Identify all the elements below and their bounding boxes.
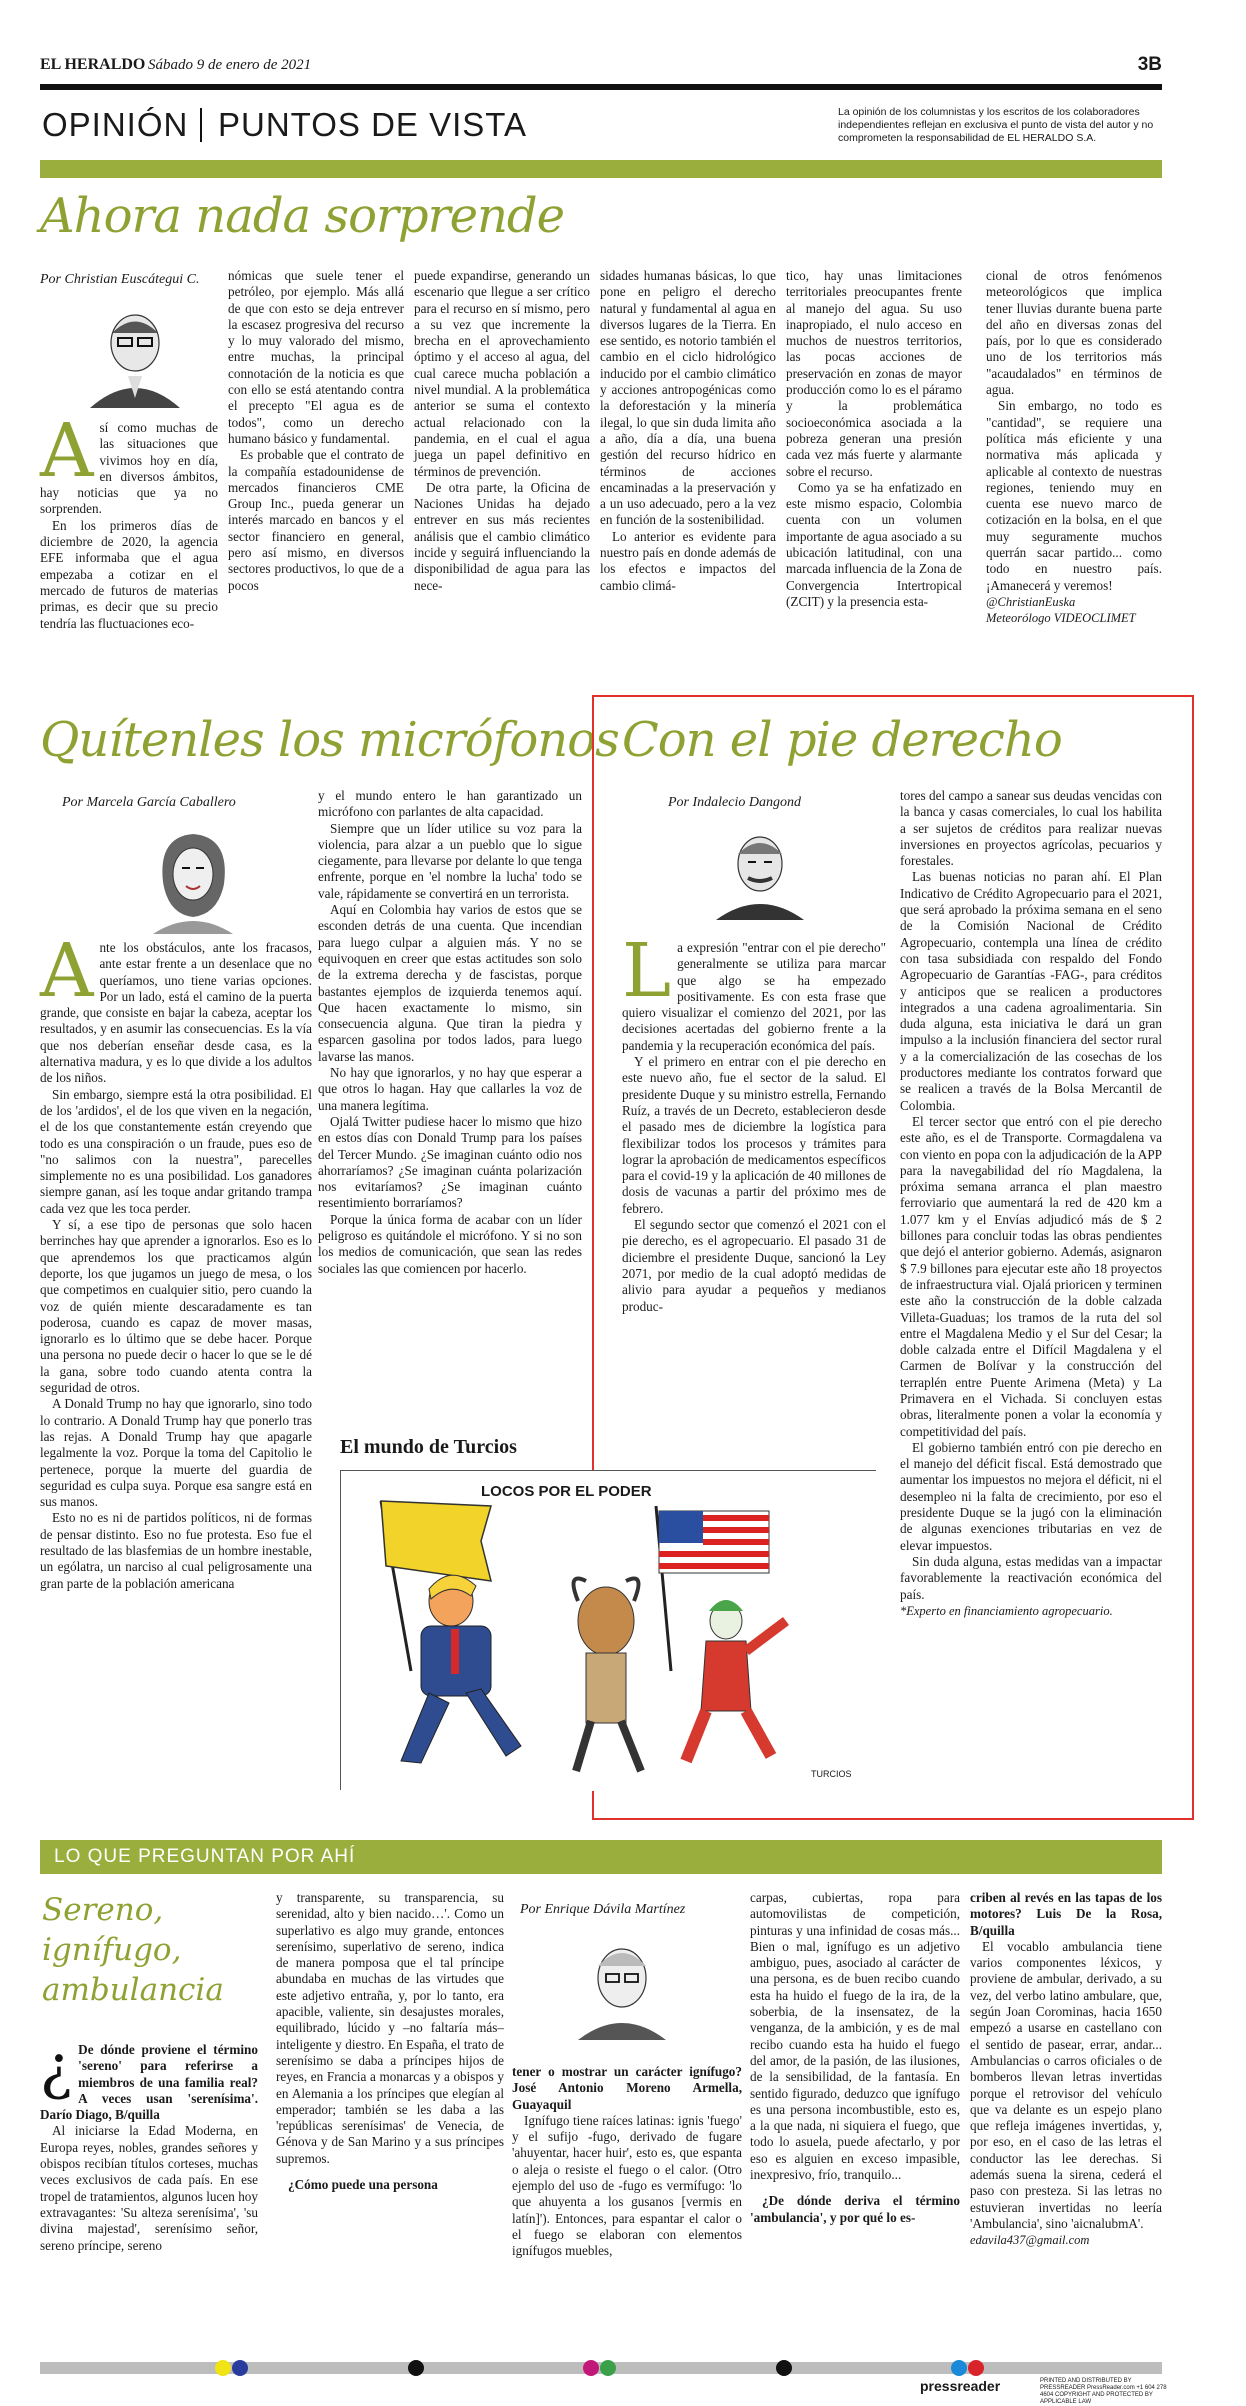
article2-column-2: y el mundo entero le han garantizado un micrófono con parlantes de alta capacidad. Siempre que un líder utilice su voz para la violencia, para alzar a un pueblo que lo sigue ciegamente, para llevarse por delante lo que tenga enfrente, porque en 'el nombre la lucha' todo se vale, rápidamente se convertirá en un terrorista. Aquí en Colombia hay varios de estos que se esconden detrás de una cuenta. Que incendian para luego culpar a alguien más. Y no se equivoquen en creer que estas actitudes son solo de la extrema derecha y de fascistas, porque bastantes ejemplos de izquierda tenemos aquí. Que hacen exactamente lo mismo, sin consecuencia alguna. Que tiran la piedra y esparcen gasolina por todos lados, para luego lavarse las manos. No hay que ignorarlos, y no hay que esperar a que otros lo hagan. Hay que callarles la voz de una manera legítima. Ojalá Twitter pudiese hacer lo mismo que hizo en estos días con Donald Trump para los países del Tercer Mundo. ¿Se imaginan cuánto odio nos ahorraríamos? ¿Se imaginan cuánta polarización nos evitaríamos? ¿Se imaginan cuánto resentimiento borraríamos? Porque la única forma de acabar con un líder peligroso es quitándole el micrófono. Y si no son los medios de comunicación, que sean las redes sociales las que comiencen por hacerlo. (318, 788, 582, 1276)
article3-byline: Por Indalecio Dangond (668, 795, 801, 810)
section-accent-bar (40, 160, 1162, 178)
article3-headline: Con el pie derecho (622, 712, 1062, 768)
register-dot-green (600, 2360, 616, 2376)
register-dot-cyan (951, 2360, 967, 2376)
register-dot-magenta (583, 2360, 599, 2376)
section-subname: PUNTOS DE VISTA (218, 106, 528, 143)
pressreader-notice: PRINTED AND DISTRIBUTED BY PRESSREADER PressReader.com +1 604 278 4604 COPYRIGHT AND PROTECTED BY APPLICABLE LAW (1040, 2378, 1167, 2405)
article1-signature-title: Meteorólogo VIDEOCLIMET (986, 611, 1136, 626)
article1-column-6: cional de otros fenómenos meteorológicos que implica tener lluvias durante buena parte del año en diversas zonas del país, por lo que es considerado uno de los territorios más "acaudalados" en términos de agua. Sin embargo, no todo es "cantidad", se requiere una política más eficiente y una normativa más aplicada y aplicable al contexto de nuestras regiones, teniendo muy en cuenta ese nuevo marco de cotización en la bolsa, en el que muy seguramente muchos querrán sacar partido... como todo en nuestro país. ¡Amanecerá y veremos! @ChristianEuska Meteorólogo VIDEOCLIMET (986, 268, 1162, 626)
register-dot-black (776, 2360, 792, 2376)
lqp-byline: Por Enrique Dávila Martínez (520, 1902, 686, 1917)
article1-column-5: tico, hay unas limitaciones territoriales preocupantes frente al manejo del agua. Su uso inapropiado, el nulo acceso en muchos de nuestros territorios, las pocas acciones de preservación en zonas de mayor producción como lo es el páramo y la problemática socioeconómica asociada a la pobreza generan una presión cada vez más fuerte y alarmante sobre el recurso. Como ya se ha enfatizado en este mismo espacio, Colombia cuenta con un volumen importante de agua asociado a su ubicación latitudinal, con una marcada influencia de la Zona de Convergencia Intertropical (ZCIT) y la presencia esta- (786, 268, 962, 609)
article1-column-4: sidades humanas básicas, lo que pone en peligro el derecho natural y fundamental al agua en diversos lugares de la Tierra. En ese sentido, es notorio también el cambio en el ciclo hidrológico inducido por el cambio climático y acciones antropogénicas como la deforestación y la minería ilegal, lo que sin duda limita año a año, día a día, una buena gestión del recurso hídrico en términos de acciones encaminadas a la preservación y a un uso adecuado, pero a la vez en función de la sostenibilidad. Lo anterior es evidente para nuestro país en donde además de los efectos e impactos del cambio climá- (600, 268, 776, 593)
editorial-cartoon (340, 1470, 876, 1790)
dropcap: A (40, 928, 94, 1014)
section-separator (200, 108, 202, 142)
lqp-column-2: y transparente, su transparencia, su serenidad, alto y bien nacido…'. Como un superlativo es algo muy grande, entonces serenísimo, superlativo de sereno, indica de manera pomposa que el tal príncipe abundaba en muchas de las virtudes que este adjetivo entraña, y, por lo tanto, era apacible, valiente, sin desajustes morales, equilibrado, lúcido y –no faltaría más– inteligente y diestro. En España, el trato de serenísimo se daba a príncipes hijos de reyes, en Francia a monarcas y a obispos y en Alemania a los príncipes que elegían al emperador; también se les daba a las 'repúblicas serenísimas' de Venecia, de Génova y de San Marino y a sus príncipes supremos. ¿Cómo puede una persona (276, 1890, 504, 2193)
article2-byline: Por Marcela García Caballero (62, 795, 236, 810)
pressreader-logo: pressreader (920, 2378, 1001, 2394)
lqp-column-5: criben al revés en las tapas de los motores? Luis De la Rosa, B/quilla El vocablo ambulancia tiene varios componentes léxicos, y proviene de ambular, derivado, a su vez, del verbo latino ambulare, que, según Joan Corominas, hacia 1650 empezó a usarse en castellano con el sentido de pasear, errar, andar... Ambulancias o carros oficiales o de bomberos llevan letras invertidas porque el retrovisor del vehículo que va delante es un espejo plano que refleja imágenes invertidas, y, por eso, en el caso de las letras el conductor las lee derechas. Si además suena la sirena, cederá el paso con presteza. Si las letras no estuvieran invertidas no leería 'Ambulancia', sino 'aicnalubmA'. edavila437@gmail.com (970, 1890, 1162, 2248)
register-dot-blue (232, 2360, 248, 2376)
lqp-section-title: LO QUE PREGUNTAN POR AHÍ (54, 1846, 356, 1867)
article3-footnote: *Experto en financiamiento agropecuario. (900, 1603, 1113, 1618)
article1-byline: Por Christian Euscátegui C. (40, 272, 200, 287)
masthead (40, 50, 1162, 80)
page-number: 3B (1137, 54, 1162, 75)
author-portrait-garcia (138, 822, 248, 934)
lqp-section-bar (40, 1840, 1162, 1874)
cartoon-illustration (341, 1471, 877, 1791)
newspaper-name: EL HERALDO (40, 56, 146, 73)
author-portrait-euscategui (80, 298, 190, 408)
article3-column-1: La expresión "entrar con el pie derecho" generalmente se utiliza para marcar que algo se ha empezado positivamente. Es con esta frase que quiero visualizar el comienzo del 2021, por las decisiones acertadas del gobierno frente a la pandemia y la recuperación económica del país. Y el primero en entrar con el pie derecho en este nuevo año, fue el sector de la salud. El presidente Duque y su ministro estrella, Fernando Ruíz, a través de un Decreto, establecieron desde el pasado mes de diciembre la logística para flexibilizar todos los procesos y trámites para lograr la aprobación de medicamentos específicos para el covid-19 y la aplicación de 40 millones de dosis de vacunas a partir del próximo mes de febrero. El segundo sector que comenzó el 2021 con el pie derecho, es el agropecuario. El pasado 31 de diciembre el presidente Duque, sancionó la Ley 2071, por medio de la cual adoptó medidas de alivio para ayudar a pequeños y medianos produc- (622, 928, 886, 1314)
register-dot-yellow (215, 2360, 231, 2376)
cartoon-section-title: El mundo de Turcios (340, 1436, 517, 1458)
dropcap: A (40, 408, 94, 494)
cartoonist-signature: TURCIOS (811, 1769, 852, 1779)
article1-column-3: puede expandirse, generando un escenario que llegue a ser crítico para el recurso en sí mismo, pero a su vez que incremente la brecha en el aprovechamiento óptimo y el acceso al agua, del cual carece mucha población a nivel mundial. A la problemática anterior se suma el contexto actual relacionado con la pandemia, en el cual el agua juega un papel definitivo en términos de prevención. De otra parte, la Oficina de Naciones Unidas ha dejado entrever en sus más recientes análisis que el cambio climático incide y seguirá influenciando la disponibilidad de agua para las nece- (414, 268, 590, 593)
cartoon-caption: LOCOS POR EL PODER (481, 1483, 652, 1500)
issue-date: Sábado 9 de enero de 2021 (148, 57, 312, 73)
article3-column-2: tores del campo a sanear sus deudas vencidas con la banca y casas comerciales, lo cual los habilita a ser sujetos de créditos para realizar nuevas inversiones en proyectos agrícolas, pecuarios y forestales. Las buenas noticias no paran ahí. El Plan Indicativo de Crédito Agropecuario para el 2021, que será aprobado la próxima semana en el seno de la Comisión Nacional de Crédito Agropecuario, contempla una línea de crédito con tasa subsidiada con respaldo del Fondo Agropecuario de Garantías -FAG-, para créditos y anticipos que se realicen a productores integrados a una cadena agroalimentaria. Sin duda alguna, esta iniciativa le dará un gran impulso a la inclusión financiera del sector rural y a la comercialización de las cosechas de los productores mediante los contratos forward que se realicen a través de la Bolsa Mercantil de Colombia. El tercer sector que entró con el pie derecho este año, es el de Transporte. Cormagdalena va con viento en popa con la adjudicación de la APP para la navegabilidad del río Magdalena, la próxima semana arranca el plan maestro ferroviario que aumentará la red de 420 km a 1.077 km y el Envías adjudicó más de $ 2 billones para concluir todas las obras pendientes que dejó el anterior gobierno. Además, asignaron $ 7.9 billones para ejecutar este año 18 proyectos de infraestructura vial. Ojalá prioricen y terminen este año la construcción de la doble calzada Villeta-Guaduas; los tramos de la ruta del sol entre el Magdalena Medio y el Sur del Cesar; la doble calzada entre el Difícil Magdalena y el Carmen de Bolívar y la construcción del terraplén entre Puente Arimena (Meta) y La Primavera en el Vichada. Si concluyen estas obras, literalmente ponen a volar la economía y competitividad del país. El gobierno también entró con pie derecho en el manejo del déficit fiscal. Está demostrado que aumentar los impuestos no mejora el déficit, ni el desempleo ni la falta de crecimiento, por eso el presidente Duque se la jugó con la eliminación de algunas exenciones tributarias en vez de elevar impuestos. Sin duda alguna, estas medidas van a impactar favorablemente la reactivación económica del país. *Experto en financiamiento agropecuario. (900, 788, 1162, 1618)
lqp-column-4: carpas, cubiertas, ropa para automovilistas de competición, pinturas y una infinidad de cosas más... Bien o mal, ignífugo es un adjetivo ambiguo, pues, asociado al carácter de una persona, es de buen recibo cuando esta ha huido el fuego de la ira, de la soberbia, de la insensatez, de la venganza, de la ambición, y es de mal recibo cuando esta ha huido el fuego del amor, de la pasión, de las ilusiones, de la sensibilidad, de la fantasía. En sentido figurado, deduzco que ignífugo es una persona incombustible, esto es, a la que nada, ni siquiera el fuego, que todo lo asuela, puede afectarlo, y por eso es alguien en exceso impasible, inexpresivo, frío, tranquilo... ¿De dónde deriva el término 'ambulancia', y por qué lo es- (750, 1890, 960, 2225)
article2-column-1: Ante los obstáculos, ante los fracasos, ante estar frente a un desenlace que no queríamos, uno tiene varias opciones. Por un lado, está el camino de la puerta grande, que consiste en bajar la cabeza, aceptar los resultados, y en asumir las consecuencias. Es la vía que nos deberían enseñar desde casa, es la alternativa madura, y es lo que divide a los adultos de los niños. Sin embargo, siempre está la otra posibilidad. El de los 'ardidos', el de los que viven en la negación, el de los que constantemente están creyendo que todo es una conspiración o un fraude, pues eso de "no salimos con la nuestra", parecelles simplemente no es una posibilidad. Los ganadores siempre ganan, así les toque andar gritando trampa cada vez que les toca perder. Y sí, a ese tipo de personas que solo hacen berrinches hay que aprender a ignorarlos. Eso es lo que aprendemos los que practicamos algún deporte, los que jugamos un juego de mesa, o los que competimos en cualquier sitio, pero cuando la voz de quién miente descaradamente es tan poderosa, cuando es capaz de mover masas, ignorarlo es lo último que se debe hacer. Porque una persona no puede decir o hacer lo que se le dé la gana, sobre todo cuando atenta contra la seguridad de otros. A Donald Trump no hay que ignorarlo, sino todo lo contrario. A Donald Trump hay que ponerlo tras las rejas. A Donald Trump hay que apagarle legalmente la voz. Porque la toma del Capitolio le pertenece, porque la muerte del guardia de seguridad es culpa suya. Porque esa sangre está en sus manos. Esto no es ni de partidos políticos, ni de formas de pensar distinto. Eso no fue protesta. Eso fue el resultado de las blasfemias de un hombre inestable, un ególatra, un narciso al cual peligrosamente una gran parte de la población americana (40, 928, 312, 1591)
article2-headline: Quítenles los micrófonos (40, 712, 619, 768)
article1-column-2: nómicas que suele tener el petróleo, por ejemplo. Más allá de que con esto se deja entrever la escasez progresiva del recurso y lo muy valorado del mismo, entre muchas, la principal connotación de la noticia es que con ello se está atentando contra el precepto "El agua es de todos", como un derecho humano básico y fundamental. Es probable que el contrato de la compañía estadounidense de mercados financieros CME Group Inc., pueda generar un interés marcado en bancos y el sector financiero en general, pero así mismo, en diversos sectores productivos, lo que de a pocos (228, 268, 404, 593)
section-disclaimer: La opinión de los columnistas y los escritos de los colaboradores independientes reflejan en exclusiva el punto de vista del autor y no comprometen la responsabilidad de EL HERALDO S.A. (838, 106, 1154, 144)
lqp-column-3: tener o mostrar un carácter ignífugo? José Antonio Moreno Armella, Guayaquil Ignífugo tiene raíces latinas: ignis 'fuego' y el sufijo -fugo, derivado de fugare 'ahuyentar, hacer huir', esto es, que espanta o aleja o resiste el fuego o el calor. (Otro ejemplo del uso de -fugo es vermífugo: 'lo que ahuyenta a los gusanos [vermis en latín]'). Entonces, para espantar el calor o el fuego se elaboran con elementos ignífugos muebles, (512, 2064, 742, 2259)
masthead-rule (40, 84, 1162, 90)
section-name: OPINIÓN (42, 106, 189, 143)
lqp-column-1: ¿ De dónde proviene el término 'sereno' para referirse a miembros de una familia real? A veces usan 'serenísima'. Darío Diago, B/quilla Al iniciarse la Edad Moderna, en Europa reyes, nobles, grandes señores y obispos recibían títulos corteses, muchas veces exclusivos de cada país. En ese tropel de tratamientos, algunos lucen hoy extravagantes: 'Su alteza serenísima', 'su divina majestad', serenísimo señor, sereno príncipe, sereno (40, 2033, 258, 2253)
section-header (40, 100, 1162, 150)
lqp-signature: edavila437@gmail.com (970, 2233, 1090, 2248)
article1-column-1: Así como muchas de las situaciones que vivimos hoy en día, en diversos ámbitos, hay noticias que ya no sorprenden. En los primeros días de diciembre de 2020, la agencia EFE informaba que el agua empezaba a cotizar en el mercado de futuros de materias primas, es decir que su precio tendría las fluctuaciones eco- (40, 408, 218, 631)
dropcap: L (622, 928, 672, 1014)
register-dot-red (968, 2360, 984, 2376)
article1-signature-handle: @ChristianEuska (986, 594, 1076, 609)
author-portrait-davila (570, 1930, 674, 2040)
lqp-headline: Sereno, ignífugo, ambulancia (42, 1892, 224, 2008)
register-dot-black (408, 2360, 424, 2376)
dropcap: ¿ (40, 2033, 73, 2103)
article1-headline: Ahora nada sorprende (40, 188, 565, 244)
author-portrait-dangond (710, 820, 810, 920)
